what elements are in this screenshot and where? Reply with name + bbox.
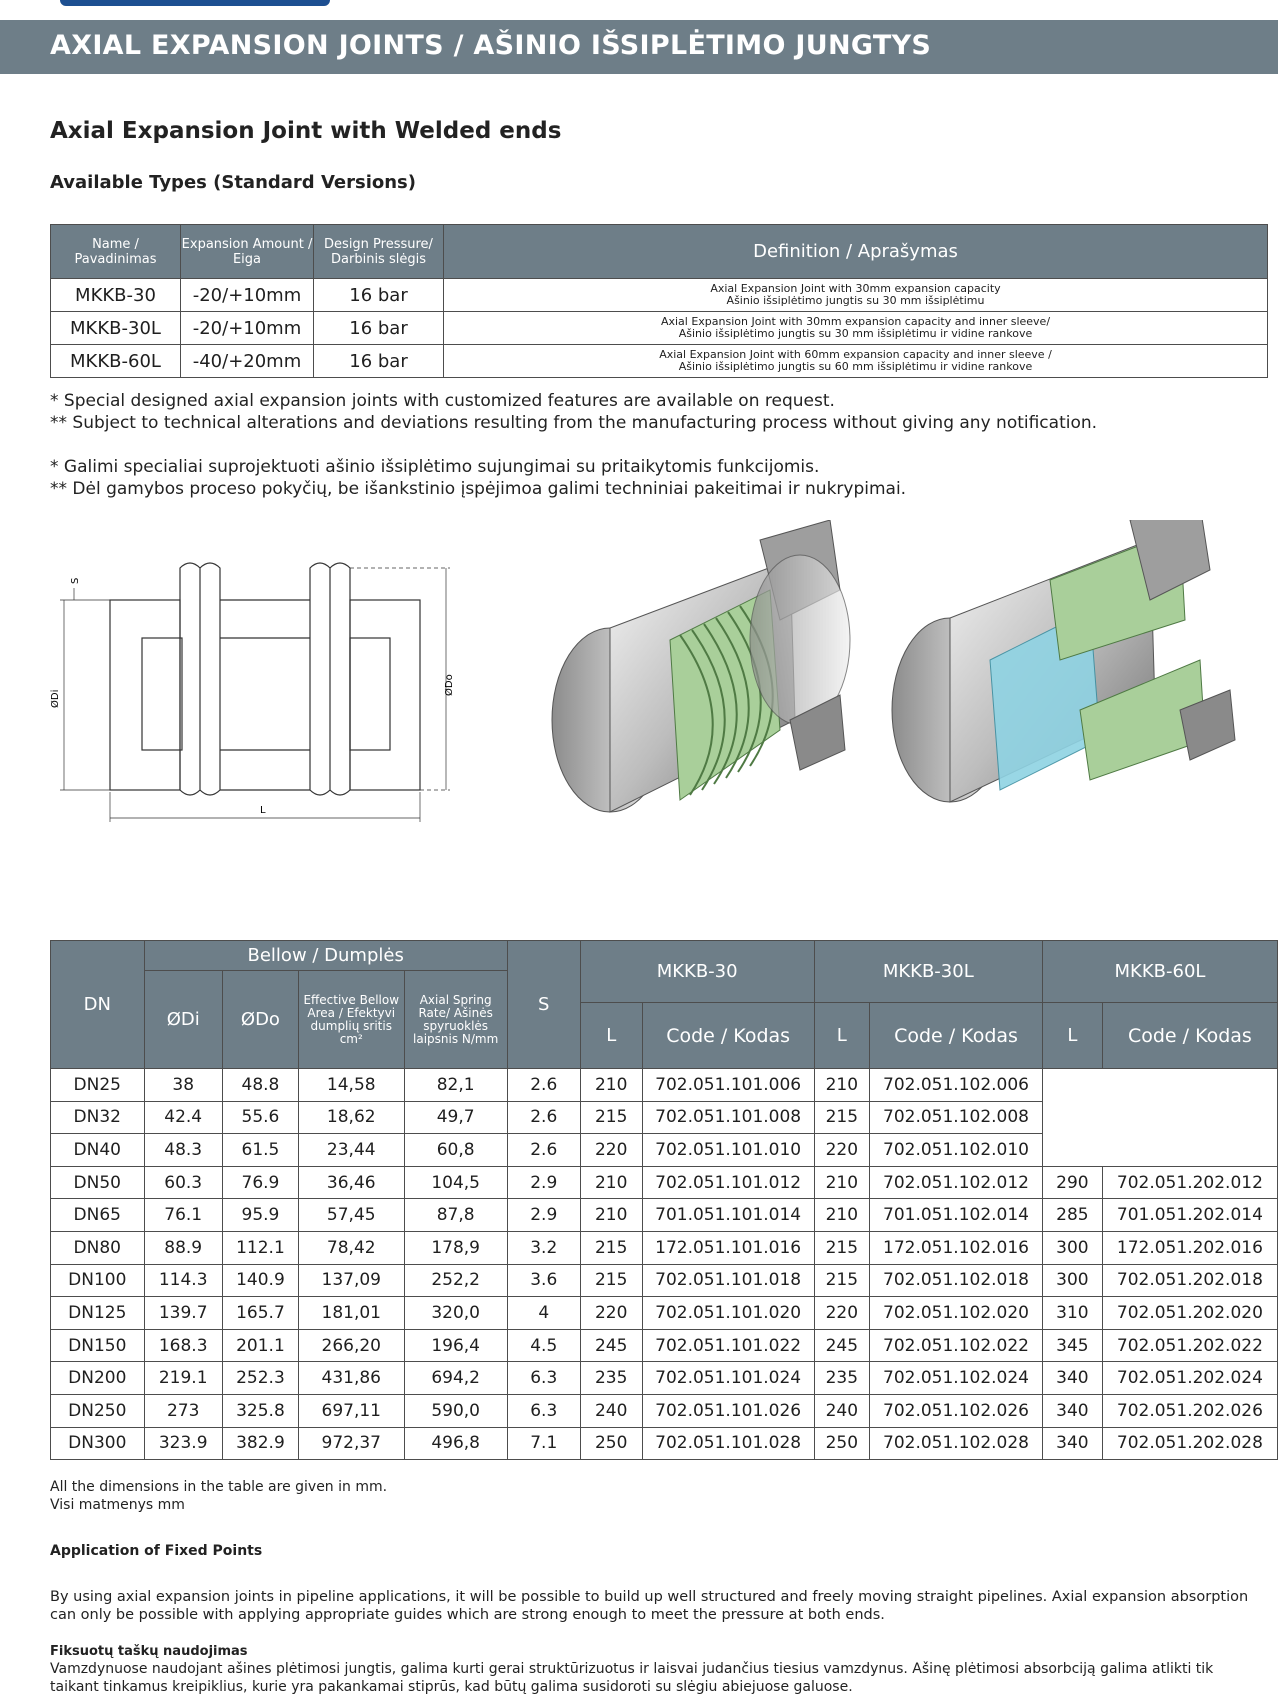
types-cell-expansion: -20/+10mm bbox=[181, 279, 314, 312]
render-mkkb-30l bbox=[892, 520, 1235, 802]
specs-header-bellow: Bellow / Dumplės bbox=[144, 941, 507, 971]
specs-cell-l60: 340 bbox=[1042, 1362, 1102, 1395]
specs-cell-s: 6.3 bbox=[507, 1394, 580, 1427]
specs-cell-l30l: 210 bbox=[814, 1166, 869, 1199]
specs-cell-c30: 702.051.101.018 bbox=[642, 1264, 814, 1297]
specs-cell-l30: 220 bbox=[580, 1134, 642, 1167]
specs-cell-dn: DN150 bbox=[51, 1329, 145, 1362]
specs-cell-c60: 702.051.202.024 bbox=[1102, 1362, 1277, 1395]
label-l: L bbox=[260, 805, 266, 816]
types-header-definition: Definition / Aprašymas bbox=[444, 225, 1268, 279]
specs-cell-c30l: 702.051.102.012 bbox=[870, 1166, 1043, 1199]
specs-cell-l30: 215 bbox=[580, 1231, 642, 1264]
specs-cell-di: 60.3 bbox=[144, 1166, 222, 1199]
specs-cell-c30: 702.051.101.024 bbox=[642, 1362, 814, 1395]
specs-cell-c30l: 702.051.102.020 bbox=[870, 1297, 1043, 1330]
types-row bbox=[51, 345, 1268, 378]
specs-cell-l30l: 235 bbox=[814, 1362, 869, 1395]
specs-cell-dn: DN65 bbox=[51, 1199, 145, 1232]
application-title-lt: Fiksuotų taškų naudojimas bbox=[50, 1644, 248, 1659]
types-cell-pressure: 16 bar bbox=[314, 312, 444, 345]
definition-lt: Ašinio išsiplėtimo jungtis su 30 mm išsiplėtimu bbox=[726, 294, 985, 307]
specs-cell-spring: 196,4 bbox=[404, 1329, 507, 1362]
label-di: ØDi bbox=[50, 689, 61, 708]
specs-cell-area: 431,86 bbox=[299, 1362, 405, 1395]
note-en-2: ** Subject to technical alterations and deviations resulting from the manufacturing process without giving any notification. bbox=[50, 413, 1098, 433]
specs-cell-l30: 215 bbox=[580, 1264, 642, 1297]
render-mkkb-30 bbox=[552, 520, 850, 812]
notes bbox=[50, 390, 1097, 500]
note-en-1: * Special designed axial expansion joints with customized features are available on request. bbox=[50, 391, 835, 411]
specs-cell-l60: 300 bbox=[1042, 1264, 1102, 1297]
specs-cell-spring: 252,2 bbox=[404, 1264, 507, 1297]
title-bar bbox=[0, 20, 1278, 74]
specs-cell-area: 57,45 bbox=[299, 1199, 405, 1232]
specs-cell-do: 61.5 bbox=[222, 1134, 298, 1167]
definition-lt: Ašinio išsiplėtimo jungtis su 60 mm išsiplėtimu ir vidine rankove bbox=[678, 360, 1033, 373]
specs-cell-c60: 702.051.202.028 bbox=[1102, 1427, 1277, 1460]
specs-cell-c30: 702.051.101.020 bbox=[642, 1297, 814, 1330]
specs-cell-di: 76.1 bbox=[144, 1199, 222, 1232]
types-header-expansion: Expansion Amount / Eiga bbox=[181, 225, 314, 279]
types-row bbox=[51, 312, 1268, 345]
specs-header-l-30: L bbox=[580, 1003, 642, 1069]
specs-cell-spring: 496,8 bbox=[404, 1427, 507, 1460]
specs-cell-di: 323.9 bbox=[144, 1427, 222, 1460]
types-table bbox=[50, 224, 1268, 378]
specs-header-code-30l: Code / Kodas bbox=[870, 1003, 1043, 1069]
specs-cell-di: 48.3 bbox=[144, 1134, 222, 1167]
specs-cell-c30: 702.051.101.010 bbox=[642, 1134, 814, 1167]
specs-cell-do: 165.7 bbox=[222, 1297, 298, 1330]
specs-cell-c30l: 702.051.102.010 bbox=[870, 1134, 1043, 1167]
specs-cell-c60: 702.051.202.018 bbox=[1102, 1264, 1277, 1297]
specs-header-di: ØDi bbox=[144, 971, 222, 1069]
specs-cell-c30: 701.051.101.014 bbox=[642, 1199, 814, 1232]
table-row bbox=[51, 1231, 1278, 1264]
specs-cell-c60: 701.051.202.014 bbox=[1102, 1199, 1277, 1232]
specs-cell-dn: DN200 bbox=[51, 1362, 145, 1395]
specs-cell-c30l: 702.051.102.018 bbox=[870, 1264, 1043, 1297]
specs-cell-l30: 215 bbox=[580, 1101, 642, 1134]
specs-cell-di: 139.7 bbox=[144, 1297, 222, 1330]
application-text-lt: Vamzdynuose naudojant ašines plėtimosi jungtis, galima kurti gerai struktūrizuotus ir laisvai judančius tiesius vamzdynus. Ašinę plėtimosi absorbciją galima atlikti tik taikant tinkamus kreipiklius, kurie yra pakankamai stiprūs, kad būtų galima susidoroti su slėgiu abiejuose galuose. bbox=[50, 1661, 1214, 1695]
specs-cell-dn: DN80 bbox=[51, 1231, 145, 1264]
specs-cell-do: 48.8 bbox=[222, 1069, 298, 1102]
table-row bbox=[51, 1069, 1278, 1102]
specs-cell-l30: 210 bbox=[580, 1069, 642, 1102]
specs-cell-do: 112.1 bbox=[222, 1231, 298, 1264]
specs-cell-l30l: 215 bbox=[814, 1231, 869, 1264]
specs-cell-l30: 220 bbox=[580, 1297, 642, 1330]
specs-cell-l30: 235 bbox=[580, 1362, 642, 1395]
brand-logo bbox=[60, 0, 330, 6]
specs-header-l-30l: L bbox=[814, 1003, 869, 1069]
specs-cell-l60: 345 bbox=[1042, 1329, 1102, 1362]
page-title: AXIAL EXPANSION JOINTS / AŠINIO IŠSIPLĖTIMO JUNGTYS bbox=[50, 30, 932, 61]
specs-cell-s: 2.9 bbox=[507, 1199, 580, 1232]
specs-cell-s: 2.6 bbox=[507, 1101, 580, 1134]
specs-cell-l30l: 220 bbox=[814, 1134, 869, 1167]
specs-cell-spring: 178,9 bbox=[404, 1231, 507, 1264]
specs-header-s: S bbox=[507, 941, 580, 1069]
specs-table bbox=[50, 940, 1278, 1460]
specs-cell-area: 972,37 bbox=[299, 1427, 405, 1460]
application-text: By using axial expansion joints in pipeline applications, it will be possible to build up well structured and freely moving straight pipelines. Axial expansion absorption can only be possible with applying appropriate guides which are strong enough to meet the pressure at both ends. bbox=[50, 1589, 1249, 1623]
specs-header-mkkb30: MKKB-30 bbox=[580, 941, 814, 1003]
specs-cell-c30l: 702.051.102.008 bbox=[870, 1101, 1043, 1134]
specs-cell-c60: 172.051.202.016 bbox=[1102, 1231, 1277, 1264]
specs-cell-s: 4 bbox=[507, 1297, 580, 1330]
types-cell-definition bbox=[444, 279, 1268, 312]
specs-cell-s: 2.9 bbox=[507, 1166, 580, 1199]
specs-cell-s: 3.2 bbox=[507, 1231, 580, 1264]
specs-cell-c30l: 702.051.102.026 bbox=[870, 1394, 1043, 1427]
specs-cell-dn: DN100 bbox=[51, 1264, 145, 1297]
specs-cell-di: 38 bbox=[144, 1069, 222, 1102]
specs-cell-l60: 290 bbox=[1042, 1166, 1102, 1199]
specs-cell-do: 382.9 bbox=[222, 1427, 298, 1460]
dimensions-note-en: All the dimensions in the table are given in mm. bbox=[50, 1479, 388, 1495]
definition-en: Axial Expansion Joint with 30mm expansion capacity bbox=[710, 282, 1001, 295]
specs-header-code-60l: Code / Kodas bbox=[1102, 1003, 1277, 1069]
specs-cell-empty bbox=[1042, 1069, 1277, 1167]
table-row bbox=[51, 1427, 1278, 1460]
definition-en: Axial Expansion Joint with 60mm expansion capacity and inner sleeve / bbox=[659, 348, 1052, 361]
specs-cell-dn: DN25 bbox=[51, 1069, 145, 1102]
specs-cell-c30: 702.051.101.028 bbox=[642, 1427, 814, 1460]
specs-cell-l60: 340 bbox=[1042, 1394, 1102, 1427]
specs-cell-spring: 590,0 bbox=[404, 1394, 507, 1427]
specs-header-spring: Axial Spring Rate/ Ašinės spyruoklės laipsnis N/mm bbox=[404, 971, 507, 1069]
specs-cell-s: 2.6 bbox=[507, 1069, 580, 1102]
note-lt-2: ** Dėl gamybos proceso pokyčių, be išankstinio įspėjimoa galimi techniniai pakeitimai ir nukrypimai. bbox=[50, 479, 907, 499]
specs-cell-c60: 702.051.202.020 bbox=[1102, 1297, 1277, 1330]
specs-cell-c30: 702.051.101.006 bbox=[642, 1069, 814, 1102]
label-s: S bbox=[70, 577, 81, 584]
specs-cell-l30: 245 bbox=[580, 1329, 642, 1362]
specs-cell-l30l: 210 bbox=[814, 1199, 869, 1232]
specs-cell-do: 325.8 bbox=[222, 1394, 298, 1427]
specs-cell-s: 3.6 bbox=[507, 1264, 580, 1297]
specs-cell-l30: 250 bbox=[580, 1427, 642, 1460]
dimensions-note bbox=[50, 1478, 387, 1514]
table-row bbox=[51, 1394, 1278, 1427]
specs-cell-do: 55.6 bbox=[222, 1101, 298, 1134]
types-title: Available Types (Standard Versions) bbox=[50, 172, 416, 193]
dimensions-note-lt: Visi matmenys mm bbox=[50, 1497, 185, 1513]
types-row bbox=[51, 279, 1268, 312]
specs-cell-area: 36,46 bbox=[299, 1166, 405, 1199]
product-render bbox=[540, 520, 1270, 840]
specs-header-area: Effective Bellow Area / Efektyvi dumplių sritis cm² bbox=[299, 971, 405, 1069]
specs-cell-di: 42.4 bbox=[144, 1101, 222, 1134]
section-title: Axial Expansion Joint with Welded ends bbox=[50, 118, 562, 144]
specs-cell-di: 168.3 bbox=[144, 1329, 222, 1362]
specs-cell-l30l: 215 bbox=[814, 1264, 869, 1297]
specs-cell-c30l: 702.051.102.022 bbox=[870, 1329, 1043, 1362]
table-row bbox=[51, 1199, 1278, 1232]
specs-cell-area: 23,44 bbox=[299, 1134, 405, 1167]
specs-cell-c30l: 702.051.102.028 bbox=[870, 1427, 1043, 1460]
specs-cell-di: 88.9 bbox=[144, 1231, 222, 1264]
table-row bbox=[51, 1297, 1278, 1330]
specs-cell-s: 2.6 bbox=[507, 1134, 580, 1167]
specs-cell-l30l: 250 bbox=[814, 1427, 869, 1460]
specs-cell-l30l: 220 bbox=[814, 1297, 869, 1330]
specs-header-dn: DN bbox=[51, 941, 145, 1069]
specs-cell-dn: DN300 bbox=[51, 1427, 145, 1460]
specs-cell-c30: 702.051.101.012 bbox=[642, 1166, 814, 1199]
types-cell-name: MKKB-30L bbox=[51, 312, 181, 345]
specs-cell-di: 114.3 bbox=[144, 1264, 222, 1297]
specs-cell-spring: 49,7 bbox=[404, 1101, 507, 1134]
specs-cell-s: 7.1 bbox=[507, 1427, 580, 1460]
specs-cell-l30l: 245 bbox=[814, 1329, 869, 1362]
specs-cell-do: 140.9 bbox=[222, 1264, 298, 1297]
types-header-name: Name / Pavadinimas bbox=[51, 225, 181, 279]
specs-cell-c60: 702.051.202.026 bbox=[1102, 1394, 1277, 1427]
specs-cell-dn: DN250 bbox=[51, 1394, 145, 1427]
specs-cell-spring: 104,5 bbox=[404, 1166, 507, 1199]
specs-cell-area: 181,01 bbox=[299, 1297, 405, 1330]
specs-cell-c60: 702.051.202.012 bbox=[1102, 1166, 1277, 1199]
specs-cell-s: 6.3 bbox=[507, 1362, 580, 1395]
specs-cell-c30: 702.051.101.022 bbox=[642, 1329, 814, 1362]
specs-cell-do: 252.3 bbox=[222, 1362, 298, 1395]
specs-cell-l60: 340 bbox=[1042, 1427, 1102, 1460]
specs-cell-c30: 172.051.101.016 bbox=[642, 1231, 814, 1264]
types-cell-pressure: 16 bar bbox=[314, 345, 444, 378]
types-cell-definition bbox=[444, 312, 1268, 345]
specs-cell-area: 137,09 bbox=[299, 1264, 405, 1297]
specs-cell-area: 78,42 bbox=[299, 1231, 405, 1264]
specs-cell-spring: 320,0 bbox=[404, 1297, 507, 1330]
specs-cell-area: 697,11 bbox=[299, 1394, 405, 1427]
specs-cell-di: 273 bbox=[144, 1394, 222, 1427]
specs-header-code-30: Code / Kodas bbox=[642, 1003, 814, 1069]
specs-cell-spring: 87,8 bbox=[404, 1199, 507, 1232]
table-row bbox=[51, 1329, 1278, 1362]
specs-cell-l30l: 210 bbox=[814, 1069, 869, 1102]
types-header-pressure: Design Pressure/ Darbinis slėgis bbox=[314, 225, 444, 279]
specs-cell-do: 201.1 bbox=[222, 1329, 298, 1362]
types-cell-name: MKKB-30 bbox=[51, 279, 181, 312]
specs-cell-spring: 82,1 bbox=[404, 1069, 507, 1102]
table-row bbox=[51, 1362, 1278, 1395]
specs-cell-dn: DN32 bbox=[51, 1101, 145, 1134]
definition-lt: Ašinio išsiplėtimo jungtis su 30 mm išsiplėtimu ir vidine rankove bbox=[678, 327, 1033, 340]
specs-cell-c30l: 172.051.102.016 bbox=[870, 1231, 1043, 1264]
specs-cell-area: 14,58 bbox=[299, 1069, 405, 1102]
definition-en: Axial Expansion Joint with 30mm expansion capacity and inner sleeve/ bbox=[660, 315, 1051, 328]
specs-cell-do: 95.9 bbox=[222, 1199, 298, 1232]
specs-cell-dn: DN125 bbox=[51, 1297, 145, 1330]
types-cell-definition bbox=[444, 345, 1268, 378]
table-row bbox=[51, 1264, 1278, 1297]
table-row bbox=[51, 1166, 1278, 1199]
application-title: Application of Fixed Points bbox=[50, 1543, 263, 1559]
specs-cell-s: 4.5 bbox=[507, 1329, 580, 1362]
specs-cell-area: 266,20 bbox=[299, 1329, 405, 1362]
technical-drawing bbox=[50, 560, 500, 830]
specs-cell-l60: 285 bbox=[1042, 1199, 1102, 1232]
types-cell-name: MKKB-60L bbox=[51, 345, 181, 378]
specs-cell-c30: 702.051.101.026 bbox=[642, 1394, 814, 1427]
specs-cell-do: 76.9 bbox=[222, 1166, 298, 1199]
specs-cell-c30: 702.051.101.008 bbox=[642, 1101, 814, 1134]
specs-cell-l30: 210 bbox=[580, 1166, 642, 1199]
specs-cell-spring: 694,2 bbox=[404, 1362, 507, 1395]
specs-cell-c60: 702.051.202.022 bbox=[1102, 1329, 1277, 1362]
specs-cell-l60: 310 bbox=[1042, 1297, 1102, 1330]
specs-header-do: ØDo bbox=[222, 971, 298, 1069]
specs-cell-di: 219.1 bbox=[144, 1362, 222, 1395]
specs-cell-l60: 300 bbox=[1042, 1231, 1102, 1264]
specs-cell-l30: 210 bbox=[580, 1199, 642, 1232]
specs-cell-l30: 240 bbox=[580, 1394, 642, 1427]
specs-cell-c30l: 702.051.102.024 bbox=[870, 1362, 1043, 1395]
specs-cell-spring: 60,8 bbox=[404, 1134, 507, 1167]
specs-header-mkkb30l: MKKB-30L bbox=[814, 941, 1042, 1003]
specs-cell-dn: DN50 bbox=[51, 1166, 145, 1199]
specs-cell-c30l: 702.051.102.006 bbox=[870, 1069, 1043, 1102]
specs-cell-l30l: 215 bbox=[814, 1101, 869, 1134]
types-cell-expansion: -40/+20mm bbox=[181, 345, 314, 378]
types-cell-expansion: -20/+10mm bbox=[181, 312, 314, 345]
specs-cell-dn: DN40 bbox=[51, 1134, 145, 1167]
specs-header-l-60l: L bbox=[1042, 1003, 1102, 1069]
note-lt-1: * Galimi specialiai suprojektuoti ašinio išsiplėtimo sujungimai su pritaikytomis funkcijomis. bbox=[50, 457, 820, 477]
types-cell-pressure: 16 bar bbox=[314, 279, 444, 312]
specs-cell-area: 18,62 bbox=[299, 1101, 405, 1134]
specs-cell-l30l: 240 bbox=[814, 1394, 869, 1427]
label-do: ØDo bbox=[444, 674, 455, 696]
specs-header-mkkb60l: MKKB-60L bbox=[1042, 941, 1277, 1003]
specs-cell-c30l: 701.051.102.014 bbox=[870, 1199, 1043, 1232]
